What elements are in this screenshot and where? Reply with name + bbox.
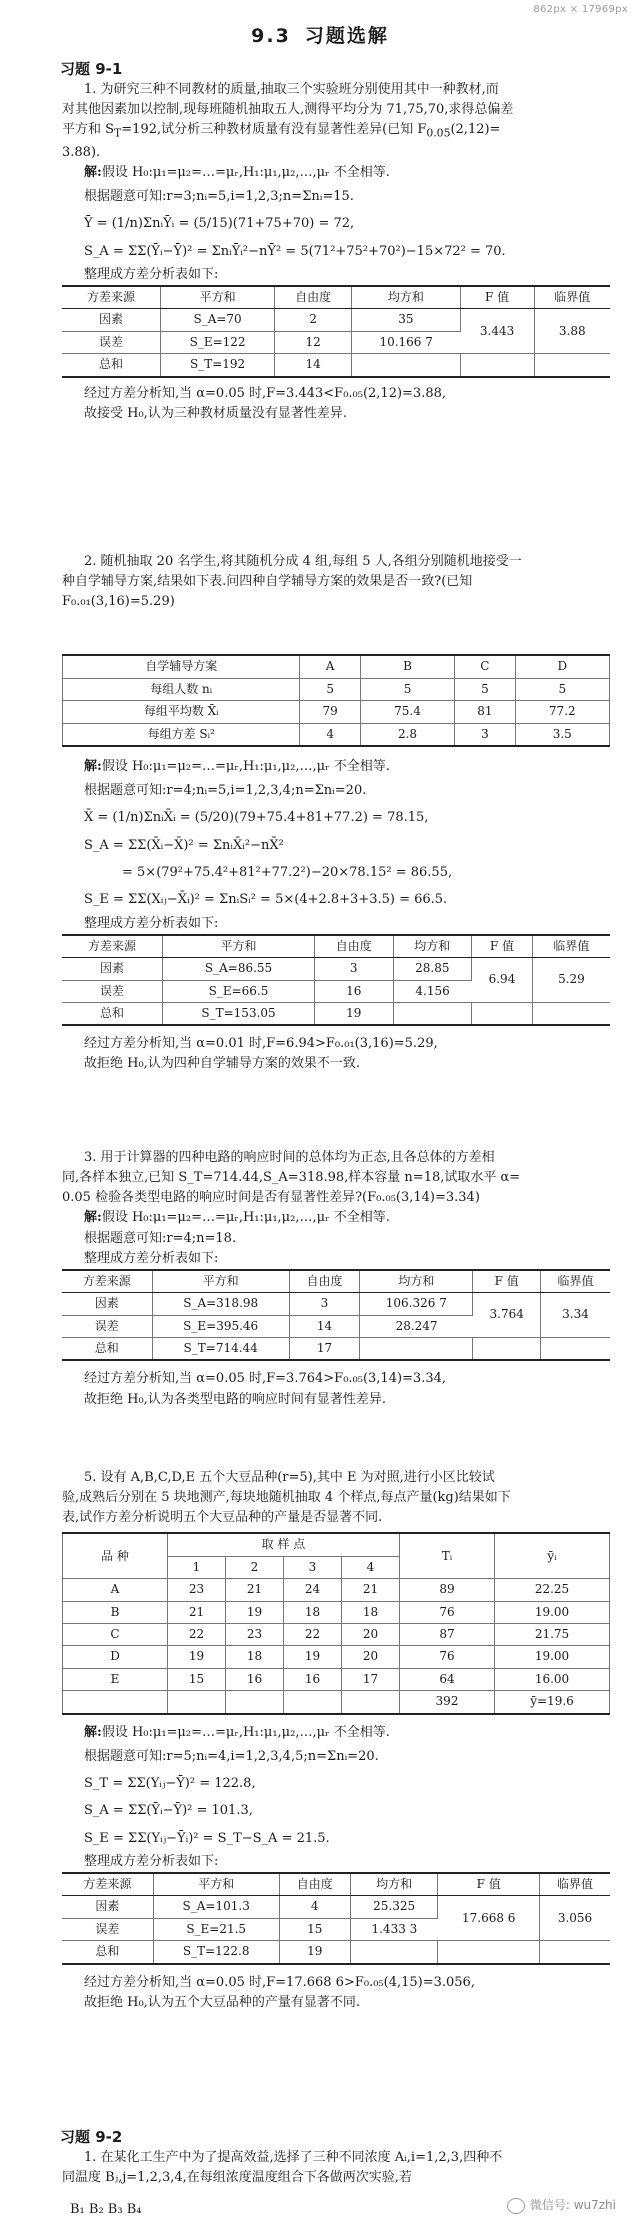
problem-1-conclusion-2: 故接受 H₀,认为三种教材质量没有显著性差异. [84, 405, 347, 421]
solution-hypothesis: 假设 H₀:μ₁=μ₂=…=μᵣ,H₁:μ₁,μ₂,…,μᵣ 不全相等. [101, 164, 390, 180]
problem-9-2-1 [62, 2148, 610, 2188]
problem-5-given: 根据题意可知:r=5;nᵢ=4,i=1,2,3,4,5;n=Σnᵢ=20. [84, 1748, 379, 1764]
cell: S_A=101.3 [153, 1896, 279, 1918]
problem-5-conclusion-2: 故拒绝 H₀,认为五个大豆品种的产量有显著不同. [84, 1994, 360, 2010]
problem-2-solution [62, 757, 610, 777]
problem-2-sa-2: = 5×(79²+75.4²+81²+77.2²)−20×78.15² = 86.55, [122, 865, 453, 881]
cell: 每组人数 nᵢ [63, 678, 300, 700]
cell: 14 [275, 354, 352, 377]
cell: B [63, 1601, 168, 1623]
th-crit: 临界值 [540, 1270, 610, 1293]
cell: S_A=86.55 [163, 958, 315, 980]
problem-3-solution [62, 1208, 610, 1228]
table-row [63, 701, 610, 723]
table-row [63, 1579, 610, 1601]
th-ti: Tᵢ [400, 1533, 495, 1578]
critical-value: 3.88 [534, 309, 610, 354]
cell: 81 [455, 701, 515, 723]
cell: 18 [284, 1601, 342, 1623]
problem-5-conclusion-1: 经过方差分析知,当 α=0.05 时,F=17.668 6>F₀.₀₅(4,15)=3.056, [84, 1974, 475, 1990]
critical-value: 3.34 [540, 1293, 610, 1338]
cell: S_T=192 [160, 354, 274, 377]
cell: 25.325 [350, 1896, 438, 1918]
cell: 3 [314, 958, 393, 980]
problem-3-given: 根据题意可知:r=4;n=18. [84, 1230, 237, 1246]
cell: 总和 [62, 1002, 163, 1025]
table-row [62, 958, 610, 980]
th-df: 自由度 [314, 935, 393, 958]
problem-5-line-2: 验,成熟后分别在 5 块地测产,每块地随机抽取 4 个样点,每点产量(kg)结果如下 [62, 1490, 511, 1506]
data-table-5 [62, 1532, 610, 1714]
problem-9-2-1-line-1: 1. 在某化工生产中为了提高效益,选择了三种不同浓度 Aᵢ,i=1,2,3,四种不 [84, 2150, 503, 2165]
cell: S_T=122.8 [153, 1941, 279, 1964]
th-col-4: 4 [342, 1556, 400, 1578]
th-source: 方差来源 [62, 286, 160, 309]
th-crit: 临界值 [534, 286, 610, 309]
problem-2-conclusion-2: 故拒绝 H₀,认为四种自学辅导方案的效果不一致. [84, 1056, 360, 1072]
cell: 19 [168, 1646, 226, 1668]
th-f: F 值 [473, 1270, 541, 1293]
cell: 3 [455, 723, 515, 746]
cell [472, 1002, 533, 1025]
cell [342, 1691, 400, 1714]
problem-2-se: S_E = ΣΣ(Xᵢⱼ−X̄ᵢ)² = ΣnᵢSᵢ² = 5×(4+2.8+3+3.5) = 66.5. [84, 892, 448, 908]
th-ss: 平方和 [152, 1270, 289, 1293]
problem-1-conclusion-1: 经过方差分析知,当 α=0.05 时,F=3.443<F₀.₀₅(2,12)=3.88, [84, 385, 447, 401]
problem-1-sa: S_A = ΣΣ(Ȳᵢ−Ȳ)² = ΣnᵢȲᵢ²−nȲ² = 5(71²+75²+70²)−15×72² = 70. [84, 243, 506, 259]
cell [168, 1691, 226, 1714]
watermark-text: 微信号: wu7zhi [529, 2198, 616, 2213]
cell: 误差 [62, 1918, 153, 1940]
cell: 19.00 [495, 1646, 610, 1668]
cell: 75.4 [360, 701, 454, 723]
anova-table-3 [62, 1269, 610, 1362]
problem-3-line-2: 同,各样本独立,已知 S_T=714.44,S_A=318.98,样本容量 n=18,试取水平 α= [62, 1170, 521, 1186]
solution-label: 解: [84, 758, 102, 774]
cell: 2 [275, 309, 352, 331]
th-source: 方差来源 [62, 935, 163, 958]
th-source: 方差来源 [62, 1873, 153, 1896]
cell [473, 1338, 541, 1361]
total-ti: 392 [400, 1691, 495, 1714]
table-row [63, 1623, 610, 1645]
th-ss: 平方和 [163, 935, 315, 958]
cell: 19.00 [495, 1601, 610, 1623]
cell: 28.85 [393, 958, 472, 980]
cell: S_A=318.98 [152, 1293, 289, 1315]
th-ms: 均方和 [352, 286, 461, 309]
cell: 14 [289, 1315, 359, 1337]
cell: 35 [352, 309, 461, 331]
cell: 5 [360, 678, 454, 700]
th-c: C [455, 655, 515, 678]
cell: 每组方差 Sᵢ² [63, 723, 300, 746]
cell: 16 [284, 1668, 342, 1690]
cell: 19 [226, 1601, 284, 1623]
table-row [63, 1601, 610, 1623]
table-row [63, 1646, 610, 1668]
problem-3-conclusion-1: 经过方差分析知,当 α=0.05 时,F=3.764>F₀.₀₅(3,14)=3.34, [84, 1371, 447, 1387]
cell: 23 [226, 1623, 284, 1645]
problem-3-table-intro: 整理成方差分析表如下: [84, 1250, 219, 1266]
watermark [507, 2196, 616, 2215]
cell: 因素 [62, 958, 163, 980]
data-table-2 [62, 654, 610, 747]
th-f: F 值 [438, 1873, 540, 1896]
p1-l3c: =192,试分析三种教材质量有没有显著性差异(已知 F [121, 122, 427, 138]
th-df: 自由度 [289, 1270, 359, 1293]
table-row [62, 354, 610, 377]
th-df: 自由度 [275, 286, 352, 309]
th-crit: 临界值 [532, 935, 610, 958]
critical-value: 5.29 [532, 958, 610, 1003]
p1-l3b: T [114, 126, 122, 140]
cell [540, 1941, 610, 1964]
cell: 12 [275, 331, 352, 353]
problem-3-conclusion-2: 故拒绝 H₀,认为各类型电路的响应时间有显著性差异. [84, 1391, 386, 1407]
cell: 22.25 [495, 1579, 610, 1601]
problem-3-line-1: 3. 用于计算器的四种电路的响应时间的总体均为正态,且各总体的方差相 [84, 1150, 495, 1165]
cell: A [63, 1579, 168, 1601]
cut-off-table-header: B₁ B₂ B₃ B₄ [70, 2202, 142, 2217]
th-ss: 平方和 [153, 1873, 279, 1896]
cell [360, 1338, 473, 1361]
th-col-3: 3 [284, 1556, 342, 1578]
cell: 64 [400, 1668, 495, 1690]
cell: 总和 [62, 354, 160, 377]
solution-label: 解: [84, 1724, 102, 1740]
cell: S_T=714.44 [152, 1338, 289, 1361]
cell: 19 [279, 1941, 350, 1964]
anova-table-1 [62, 285, 610, 378]
problem-1-line-2: 对其他因素加以控制,现每班随机抽取五人,测得平均分为 71,75,70,求得总偏差 [62, 102, 514, 118]
cell: S_E=66.5 [163, 980, 315, 1002]
cell: 5 [455, 678, 515, 700]
cell: 87 [400, 1623, 495, 1645]
problem-5-sa: S_A = ΣΣ(Ȳᵢ−Ȳ)² = 101.3, [84, 1803, 253, 1819]
problem-1-table-intro: 整理成方差分析表如下: [84, 266, 219, 282]
cell: E [63, 1668, 168, 1690]
cell: 20 [342, 1623, 400, 1645]
cell: 76 [400, 1646, 495, 1668]
cell: 21 [342, 1579, 400, 1601]
cell [393, 1002, 472, 1025]
cell [226, 1691, 284, 1714]
f-value: 3.764 [473, 1293, 541, 1338]
th-col-1: 1 [168, 1556, 226, 1578]
table-row [62, 1941, 610, 1964]
cell: 24 [284, 1579, 342, 1601]
cell: 106.326 7 [360, 1293, 473, 1315]
cell: C [63, 1623, 168, 1645]
section-title-text: 习题选解 [304, 25, 389, 47]
cell: 因素 [62, 1896, 153, 1918]
cell [540, 1338, 610, 1361]
table-row [62, 1338, 610, 1361]
p1-l3a: 平方和 S [62, 122, 115, 138]
th-f: F 值 [472, 935, 533, 958]
th-col-2: 2 [226, 1556, 284, 1578]
cell: S_T=153.05 [163, 1002, 315, 1025]
f-value: 3.443 [460, 309, 534, 354]
cell: 28.247 [360, 1315, 473, 1337]
p1-l3e: (2,12)= [450, 122, 501, 138]
problem-3-line-3: 0.05 检验各类型电路的响应时间是否有显著性差异?(F₀.₀₅(3,14)=3.34) [62, 1190, 480, 1206]
cell: 21.75 [495, 1623, 610, 1645]
table-row [62, 1896, 610, 1918]
problem-2-conclusion-1: 经过方差分析知,当 α=0.01 时,F=6.94>F₀.₀₁(3,16)=5.29, [84, 1036, 438, 1052]
table-row [63, 1668, 610, 1690]
cell: 21 [168, 1601, 226, 1623]
cell: 19 [284, 1646, 342, 1668]
th-ms: 均方和 [350, 1873, 438, 1896]
problem-1-line-3 [62, 120, 610, 142]
section-number: 9.3 [251, 25, 291, 47]
image-size-tag: 862px × 17969px [533, 4, 628, 15]
table-row [63, 723, 610, 746]
cell: 16 [314, 980, 393, 1002]
th-ms: 均方和 [393, 935, 472, 958]
problem-2-line-2: 种自学辅导方案,结果如下表.问四种自学辅导方案的效果是否一致?(已知 [62, 574, 473, 590]
cell: 5 [300, 678, 360, 700]
cell: 76 [400, 1601, 495, 1623]
cell: 18 [226, 1646, 284, 1668]
solution-label: 解: [84, 1210, 102, 1226]
th-d: D [515, 655, 609, 678]
p1-l3d: 0.05 [426, 126, 451, 140]
th-ms: 均方和 [360, 1270, 473, 1293]
cell: 误差 [62, 1315, 152, 1337]
problem-2-line-1: 2. 随机抽取 20 名学生,将其随机分成 4 组,每组 5 人,各组分别随机地接受一 [84, 554, 522, 569]
th-yi: ȳᵢ [495, 1533, 610, 1578]
table-row [63, 678, 610, 700]
problem-1-line-4: 3.88). [62, 144, 101, 160]
critical-value: 3.056 [540, 1896, 610, 1941]
section-title [0, 22, 640, 51]
problem-5-line-3: 表,试作方差分析说明五个大豆品种的产量是否显著不同. [62, 1510, 383, 1526]
f-value: 17.668 6 [438, 1896, 540, 1941]
anova-table-2 [62, 934, 610, 1027]
cell: 总和 [62, 1941, 153, 1964]
cell: 21 [226, 1579, 284, 1601]
cell: 1.433 3 [350, 1918, 438, 1940]
solution-hypothesis: 假设 H₀:μ₁=μ₂=…=μᵣ,H₁:μ₁,μ₂,…,μᵣ 不全相等. [101, 1210, 390, 1226]
cell: 3 [289, 1293, 359, 1315]
solution-label: 解: [84, 164, 102, 180]
th-sample-points: 取 样 点 [168, 1533, 400, 1556]
cell: 误差 [62, 331, 160, 353]
cell [534, 354, 610, 377]
cell: 20 [342, 1646, 400, 1668]
problem-5 [62, 1468, 610, 2013]
cell: 每组平均数 X̄ᵢ [63, 701, 300, 723]
table-row [62, 309, 610, 331]
problem-1-ybar: Ȳ = (1/n)ΣnᵢȲᵢ = (5/15)(71+75+70) = 72, [84, 216, 355, 232]
th-plan: 自学辅导方案 [63, 655, 300, 678]
cell: 23 [168, 1579, 226, 1601]
problem-2-given: 根据题意可知:r=4;nᵢ=5,i=1,2,3,4;n=Σnᵢ=20. [84, 783, 367, 799]
cell [532, 1002, 610, 1025]
cell: 4 [279, 1896, 350, 1918]
cell: 5 [515, 678, 609, 700]
th-variety: 品 种 [63, 1533, 168, 1578]
problem-1 [62, 80, 610, 424]
problem-1-given: 根据题意可知:r=3;nᵢ=5,i=1,2,3;n=Σnᵢ=15. [84, 188, 354, 204]
problem-3 [62, 1148, 610, 1410]
cell [438, 1941, 540, 1964]
cell: S_A=70 [160, 309, 274, 331]
cell: S_E=21.5 [153, 1918, 279, 1940]
cell: 4.156 [393, 980, 472, 1002]
th-b: B [360, 655, 454, 678]
problem-5-line-1: 5. 设有 A,B,C,D,E 五个大豆品种(r=5),其中 E 为对照,进行小区比较试 [84, 1470, 495, 1485]
cell: 4 [300, 723, 360, 746]
cell [460, 354, 534, 377]
cell: 22 [168, 1623, 226, 1645]
cell: 77.2 [515, 701, 609, 723]
cell: 22 [284, 1623, 342, 1645]
problem-1-solution [62, 163, 610, 183]
cell [350, 1941, 438, 1964]
exercise-heading-9-1: 习题 9-1 [60, 60, 123, 78]
grand-mean: ȳ=19.6 [495, 1691, 610, 1714]
cell: 15 [168, 1668, 226, 1690]
cell: 19 [314, 1002, 393, 1025]
th-crit: 临界值 [540, 1873, 610, 1896]
cell: S_E=122 [160, 331, 274, 353]
wechat-icon [507, 2198, 525, 2214]
cell: 18 [342, 1601, 400, 1623]
cell [63, 1691, 168, 1714]
cell: 17 [342, 1668, 400, 1690]
table-row [63, 1691, 610, 1714]
th-source: 方差来源 [62, 1270, 152, 1293]
cell: 2.8 [360, 723, 454, 746]
cell: D [63, 1646, 168, 1668]
cell: 3.5 [515, 723, 609, 746]
problem-2-line-3: F₀.₀₁(3,16)=5.29) [62, 594, 175, 610]
cell: 16.00 [495, 1668, 610, 1690]
th-f: F 值 [460, 286, 534, 309]
cell: 79 [300, 701, 360, 723]
problem-5-st: S_T = ΣΣ(Yᵢⱼ−Ȳ)² = 122.8, [84, 1775, 256, 1791]
th-ss: 平方和 [160, 286, 274, 309]
problem-5-table-intro: 整理成方差分析表如下: [84, 1853, 219, 1869]
problem-9-2-1-line-2: 同温度 Bⱼ,j=1,2,3,4,在每组浓度温度组合下各做两次实验,若 [62, 2170, 412, 2186]
f-value: 6.94 [472, 958, 533, 1003]
cell: 10.166 7 [352, 331, 461, 353]
cell: 因素 [62, 309, 160, 331]
cell: 15 [279, 1918, 350, 1940]
cell: 总和 [62, 1338, 152, 1361]
cell: 17 [289, 1338, 359, 1361]
cell: 因素 [62, 1293, 152, 1315]
table-row [62, 1293, 610, 1315]
table-row [62, 1002, 610, 1025]
solution-hypothesis: 假设 H₀:μ₁=μ₂=…=μᵣ,H₁:μ₁,μ₂,…,μᵣ 不全相等. [101, 1724, 390, 1740]
problem-1-line-1: 1. 为研究三种不同教材的质量,抽取三个实验班分别使用其中一种教材,而 [84, 82, 499, 97]
cell [284, 1691, 342, 1714]
problem-2-xbar: X̄ = (1/n)ΣnᵢX̄ᵢ = (5/20)(79+75.4+81+77.2) = 78.15, [84, 810, 429, 826]
cell: 16 [226, 1668, 284, 1690]
problem-2 [62, 552, 610, 1075]
problem-2-sa-1: S_A = ΣΣ(X̄ᵢ−X̄)² = ΣnᵢX̄ᵢ²−nX̄² [84, 837, 284, 853]
th-a: A [300, 655, 360, 678]
anova-table-5 [62, 1872, 610, 1965]
solution-hypothesis: 假设 H₀:μ₁=μ₂=…=μᵣ,H₁:μ₁,μ₂,…,μᵣ 不全相等. [101, 758, 390, 774]
cell [352, 354, 461, 377]
problem-2-table-intro: 整理成方差分析表如下: [84, 915, 219, 931]
problem-5-se: S_E = ΣΣ(Yᵢⱼ−Ȳᵢ)² = S_T−S_A = 21.5. [84, 1830, 330, 1846]
problem-5-solution [62, 1723, 610, 1743]
exercise-heading-9-2: 习题 9-2 [60, 2128, 123, 2146]
th-df: 自由度 [279, 1873, 350, 1896]
cell: S_E=395.46 [152, 1315, 289, 1337]
cell: 误差 [62, 980, 163, 1002]
cell: 89 [400, 1579, 495, 1601]
